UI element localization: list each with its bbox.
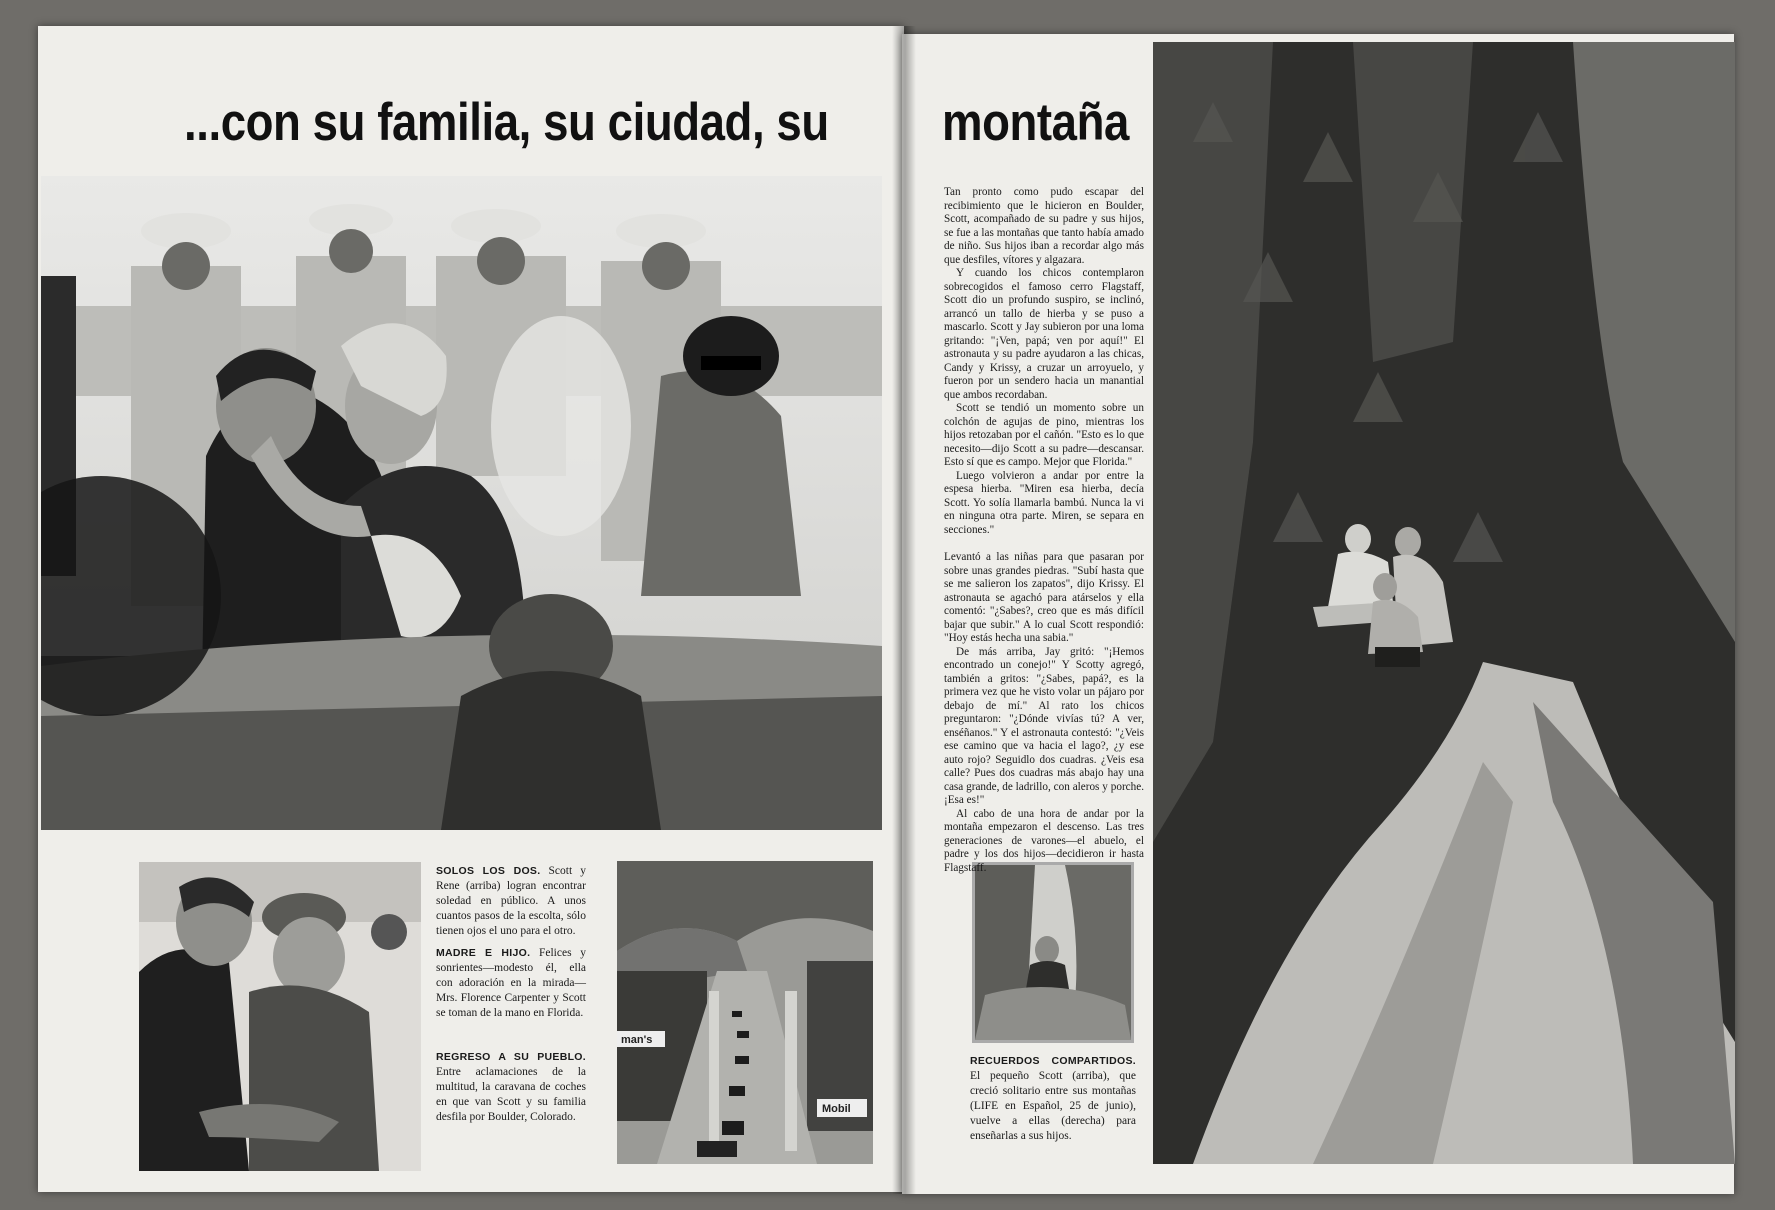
caption-lead: RECUERDOS COMPARTIDOS. bbox=[970, 1055, 1136, 1067]
caption-recuerdos-compartidos bbox=[970, 1054, 1136, 1144]
headline-left: ...con su familia, su ciudad, su bbox=[184, 93, 829, 152]
article-paragraph: De más arriba, Jay gritó: "¡Hemos encontrado un conejo!" Y Scotty agregó, también a gritos: "¿Sabes, papá?, es la primera vez que he visto volar un pájaro por debajo de mí." Al rato los chicos preguntaron: "¿Dónde vivías tú? A ver, enséñanos." Y el astronauta contestó: "¿Veis ese camino que va hacia el lago?, ¿y ese auto rojo? Seguidlo dos cuadras. ¿Veis esa calle? Pues dos cuadras más abajo hay una casa grande, de ladrillo, con aleros y porche. ¡Esa es!" bbox=[944, 645, 1144, 806]
article-body bbox=[944, 186, 1144, 875]
article-paragraph: Luego volvieron a andar por entre la espesa hierba. "Miren esa hierba, decía Scott. Yo solía llamarla bambú. Nunca la vi en ninguna otra parte. Miren, se separa en secciones." bbox=[944, 469, 1144, 536]
caption-lead: MADRE E HIJO. bbox=[436, 947, 531, 959]
article-paragraph: Levantó a las niñas para que pasaran por sobre unas grandes piedras. "Subí hasta que se me salieron los zapatos", dijo Krissy. El astronauta se agachó para atárselos y ella comentó: "¿Sabes?, creo que es más difícil bajar que subir." A lo cual Scott respondió: "Hoy estás hecha una sabia." bbox=[944, 551, 1144, 644]
caption-regreso-a-su-pueblo bbox=[436, 1050, 586, 1125]
photo-couple-escort bbox=[41, 176, 882, 830]
photo-mountain-cliff bbox=[1153, 42, 1735, 1164]
photo-boulder-parade bbox=[617, 861, 873, 1164]
headline-right: montaña bbox=[942, 93, 1129, 152]
caption-text: El pequeño Scott (arriba), que creció solitario entre sus montañas (LIFE en Español, 25 de junio), vuelve a ellas (derecha) para enseñarlas a sus hijos. bbox=[970, 1070, 1136, 1142]
article-paragraph: Y cuando los chicos contemplaron sobrecogidos el famoso cerro Flagstaff, Scott dio un profundo suspiro, se inclinó, arrancó un tallo de hierba y se puso a mascarlo. Scott y Jay subieron por una loma gritando: "¡Ven, papá; ven por aquí!" El astronauta y su padre ayudaron a las chicas, Candy y Krissy, a cruzar un arroyuelo, y fueron por un sendero hacia un manantial que ambos recordaban. bbox=[944, 267, 1144, 401]
caption-text: Scott y Rene (arriba) logran encontrar soledad en público. A unos cuantos pasos de la escolta, sólo tienen ojos el uno para el otro. bbox=[436, 865, 586, 937]
mobil-sign-text: Mobil bbox=[822, 1103, 851, 1115]
caption-lead: REGRESO A SU PUEBLO. bbox=[436, 1051, 586, 1063]
caption-madre-e-hijo bbox=[436, 946, 586, 1021]
article-paragraph: Tan pronto como pudo escapar del recibimiento que le hicieron en Boulder, Scott, acompañado de su padre y sus hijos, se fue a las montañas que tanto había amado de niño. Sus hijos iban a recordar algo más que desfiles, vítores y algazara. bbox=[944, 186, 1144, 266]
caption-solos-los-dos bbox=[436, 864, 586, 939]
caption-text: Entre aclamaciones de la multitud, la caravana de coches en que van Scott y su familia desfila por Boulder, Colorado. bbox=[436, 1066, 586, 1123]
photo-young-scott bbox=[972, 862, 1134, 1043]
caption-text: Felices y sonrientes—modesto él, ella con adoración en la mirada—Mrs. Florence Carpenter y Scott se toman de la mano en Florida. bbox=[436, 947, 586, 1019]
article-paragraph: Al cabo de una hora de andar por la montaña empezaron el descenso. Las tres generaciones de varones—el abuelo, el padre y los dos hijos—decidieron ir hasta Flagstaff. bbox=[944, 807, 1144, 874]
photo-mother-son bbox=[139, 862, 421, 1171]
page-gutter bbox=[892, 26, 916, 1194]
caption-lead: SOLOS LOS DOS. bbox=[436, 865, 541, 877]
article-paragraph: Scott se tendió un momento sobre un colchón de agujas de pino, mientras los hijos retozaban por el cañón. "Esto es lo que necesito—dijo Scott a su padre—descansar. Esto sí que es campo. Mejor que Florida." bbox=[944, 402, 1144, 468]
store-sign-text: man's bbox=[621, 1034, 653, 1046]
